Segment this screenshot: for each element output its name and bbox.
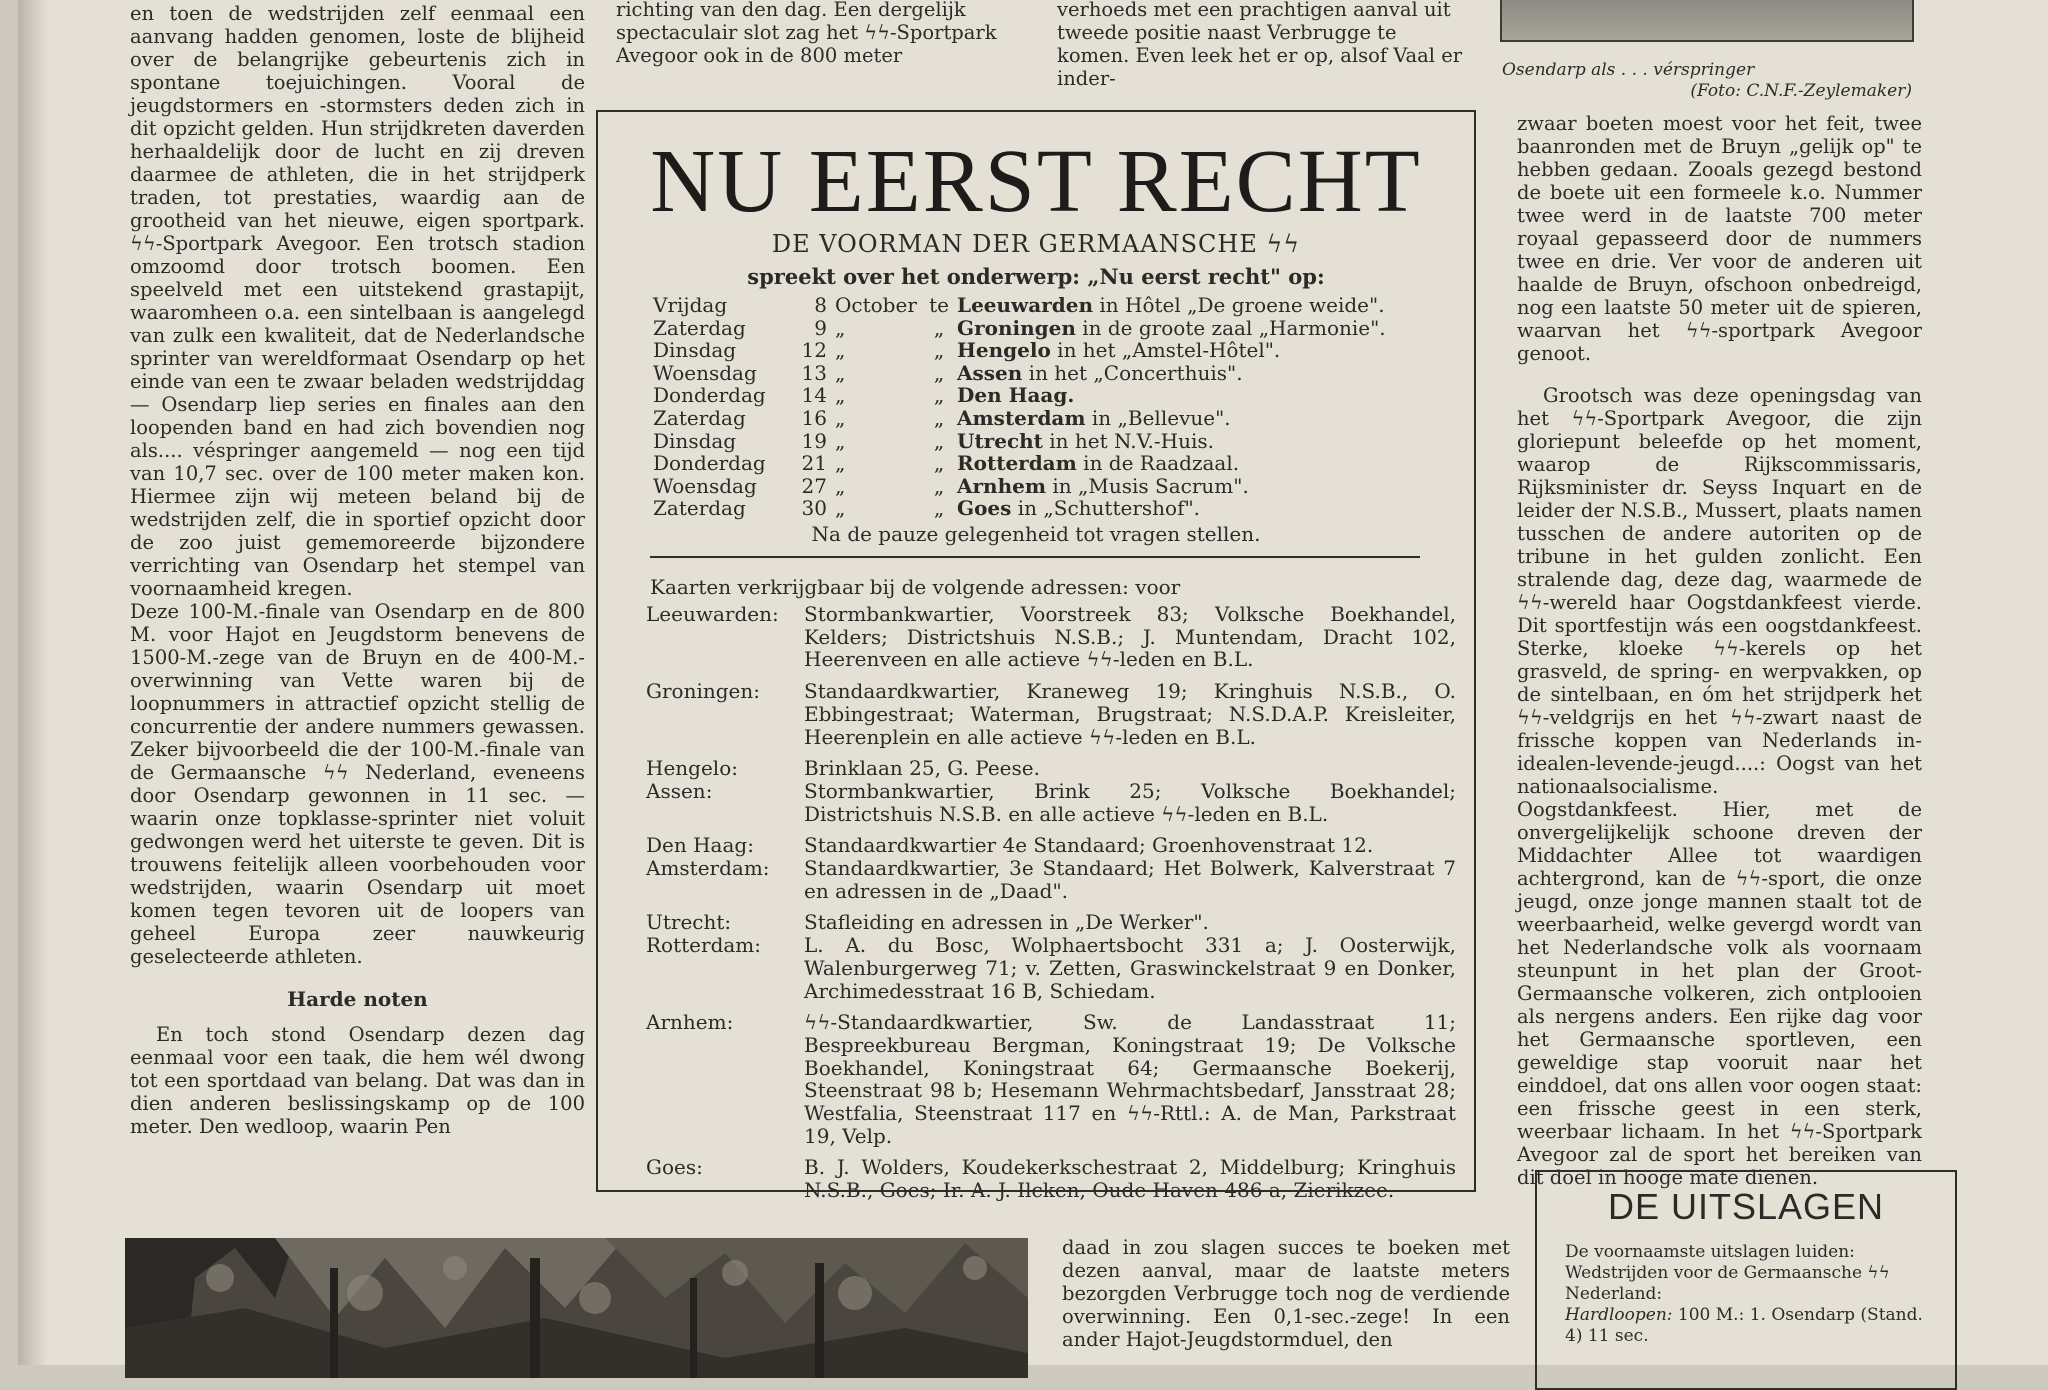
address-text: Stormbankwartier, Brink 25; Volksche Boekhandel; Districtshuis N.S.B. en alle actieve ϟϟ-leden en B.L.	[804, 778, 1456, 826]
article-column-bottom-middle	[1062, 1236, 1510, 1351]
address-text: Brinklaan 25, G. Peese.	[804, 756, 1040, 781]
article-column-far-right	[1517, 112, 1922, 1189]
address-row	[646, 857, 1456, 902]
address-text: L. A. du Bosc, Wolphaertsbocht 331 a; J. Oosterwijk, Walenburgerweg 71; v. Zetten, Graswinckelstraat 9 en Donker, Archimedesstraat 16 B, Schiedam.	[804, 933, 1456, 1003]
advertisement-box	[596, 110, 1476, 1203]
photo-osendarp	[1500, 0, 1914, 42]
schedule-month: „	[835, 383, 846, 408]
schedule-venue: in „Bellevue".	[1085, 405, 1231, 430]
results-title: DE UITSLAGEN	[1607, 1186, 1885, 1227]
address-city: Assen:	[646, 778, 713, 803]
schedule-day: Donderdag	[653, 383, 766, 408]
schedule-date: 27	[801, 473, 827, 498]
ad-subtitle: DE VOORMAN DER GERMAANSCHE ϟϟ	[771, 230, 1301, 258]
schedule-list	[653, 294, 1453, 520]
address-row	[646, 1156, 1456, 1201]
schedule-month: „	[835, 338, 846, 363]
schedule-row	[653, 384, 1453, 407]
ad-pause-note: Na de pauze gelegenheid tot vragen stellen.	[811, 522, 1261, 546]
page-fold-shadow	[18, 0, 48, 1365]
schedule-day: Dinsdag	[653, 338, 737, 363]
schedule-row	[653, 339, 1453, 362]
schedule-te: „	[933, 383, 945, 408]
schedule-date: 30	[801, 496, 827, 521]
schedule-te: „	[933, 428, 945, 453]
schedule-venue: in het „Amstel-Hôtel".	[1050, 338, 1281, 363]
schedule-row	[653, 317, 1453, 340]
schedule-day: Zaterdag	[653, 405, 746, 430]
ad-topic: spreekt over het onderwerp: „Nu eerst recht" op:	[747, 264, 1325, 289]
schedule-te: „	[933, 360, 945, 385]
schedule-city: Assen	[957, 360, 1023, 385]
tickets-intro: Kaarten verkrijgbaar bij de volgende adressen: voor	[650, 575, 1181, 599]
address-city: Groningen:	[646, 679, 760, 704]
article-paragraph: daad in zou slagen succes te boeken met dezen aanval, maar de laatste meters bezorgden Verbrugge toch nog de verdiende overwinning. Een 0,1-sec.-zege! In een ander Hajot-Jeugdstormduel, den	[1062, 1236, 1510, 1351]
results-event-label: Hardloopen:	[1565, 1305, 1673, 1325]
address-row	[646, 911, 1456, 934]
schedule-day: Donderdag	[653, 451, 766, 476]
address-row	[646, 603, 1456, 671]
schedule-day: Woensdag	[653, 360, 757, 385]
ad-title: NU EERST RECHT	[650, 132, 1422, 231]
schedule-row	[653, 362, 1453, 385]
schedule-row	[653, 294, 1453, 317]
address-city: Goes:	[646, 1155, 703, 1180]
schedule-day: Vrijdag	[653, 293, 728, 317]
article-paragraph: Oogstdankfeest. Hier, met de onvergelijkelijk schoone dreven der Middachter Allee tot waardigen achtergrond, kan de ϟϟ-sport, die onze jeugd, onze jonge mannen staalt tot de weerbaarheid, welke gevergd wordt van het Nederlandsche volk als voornaam steunpunt in het plan der Groot-Germaansche volkeren, zich ontplooien als nergens anders. Een rijke dag voor het Germaansche sportleven, een geweldige stap vooruit naar het einddoel, dat ons allen voor oogen staat: een frissche geest in een sterk, weerbaar lichaam. In het ϟϟ-Sportpark Avegoor zal de sport het bereiken van dit doel in hooge mate dienen.	[1517, 798, 1922, 1189]
ad-divider	[650, 556, 1420, 558]
schedule-location	[957, 475, 1453, 498]
schedule-venue: in Hôtel „De groene weide".	[1093, 293, 1385, 317]
address-text: Standaardkwartier, Kraneweg 19; Kringhuis N.S.B., O. Ebbingestraat; Waterman, Brugstraat; N.S.D.A.P. Kreisleiter, Heerenplein en alle actieve ϟϟ-leden en B.L.	[804, 679, 1456, 749]
schedule-row	[653, 407, 1453, 430]
schedule-city: Arnhem	[957, 473, 1047, 498]
address-list	[646, 603, 1456, 1202]
schedule-city: Hengelo	[957, 338, 1051, 363]
article-column-right-top	[1057, 0, 1472, 90]
schedule-location	[957, 407, 1453, 430]
photo-trees-image	[125, 1238, 1028, 1378]
address-city: Arnhem:	[646, 1010, 734, 1035]
article-paragraph: En toch stond Osendarp dezen dag eenmaal voor een taak, die hem wél dwong tot een sportdaad van belang. Dat was dan in dien anderen beslissingskamp op de 100 meter. Den wedloop, waarin Pen	[130, 1023, 585, 1138]
article-paragraph: Grootsch was deze openingsdag van het ϟϟ-Sportpark Avegoor, die zijn gloriepunt beleefde op het moment, waarop de Rijkscommissaris, Rijksminister dr. Seyss Inquart en de leider der N.S.B., Mussert, plaats namen tusschen de andere autoriten op de tribune in het gulden zonlicht. Een stralende dag, deze dag, waarmede de ϟϟ-wereld haar Oogstdankfeest vierde. Dit sportfestijn wás een oogstdankfeest. Sterke, kloeke ϟϟ-kerels op het grasveld, de spring- en werpvakken, op de sintelbaan, en óm het strijdperk het ϟϟ-veldgrijs en het ϟϟ-zwart naast de frissche koppen van Nederlands in-idealen-levende-jeugd....: Oogst van het nationaalsocialisme.	[1517, 384, 1922, 798]
article-paragraph: verhoeds met een prachtigen aanval uit tweede positie naast Verbrugge te komen. Even leek het er op, alsof Vaal er inder-	[1057, 0, 1463, 90]
schedule-date: 9	[814, 315, 827, 340]
schedule-date: 8	[814, 293, 827, 317]
schedule-month: October	[835, 293, 917, 317]
schedule-month: „	[835, 473, 846, 498]
address-city: Amsterdam:	[646, 856, 770, 881]
address-text: Stormbankwartier, Voorstreek 83; Volksche Boekhandel, Kelders; Districtshuis N.S.B.; J. Muntendam, Dracht 102, Heerenveen en alle actieve ϟϟ-leden en B.L.	[804, 602, 1456, 672]
schedule-location	[957, 384, 1453, 407]
address-city: Rotterdam:	[646, 933, 761, 958]
schedule-venue: in het „Concerthuis".	[1022, 360, 1243, 385]
schedule-date: 19	[801, 428, 827, 453]
article-paragraph: zwaar boeten moest voor het feit, twee baanronden met de Bruyn „gelijk op" te hebben gedaan. Zooals gezegd bestond de boete uit een formeele k.o. Nummer twee werd in de laatste 700 meter royaal gepasseerd door de nummers twee en drie. Ver voor de anderen uit haalde de Bruyn, ofschoon onbedreigd, nog een laatste 50 meter uit de spieren, waarvan het ϟϟ-sportpark Avegoor genoot.	[1517, 112, 1922, 365]
schedule-te: „	[933, 405, 945, 430]
article-paragraph: Deze 100-M.-finale van Osendarp en de 800 M. voor Hajot en Jeugdstorm benevens de 1500-M.-zege van de Bruyn en de 400-M.-overwinning van Vette waren bij de loopnummers in attractief opzicht stellig de concurrentie der andere nummers gewassen. Zeker bijvoorbeeld die der 100-M.-finale van de Germaansche ϟϟ Nederland, eveneens door Osendarp gewonnen in 11 sec. — waarin onze topklasse-sprinter niet voluit gedwongen werd het uiterste te geven. Dit is trouwens feitelijk alleen voorbehouden voor wedstrijden, waarin Osendarp uit moet komen tegen tevoren uit de loopers van geheel Europa zeer nauwkeurig geselecteerde athleten.	[130, 600, 585, 968]
photo-caption	[1502, 60, 1912, 102]
article-column-middle-top	[616, 0, 1030, 67]
schedule-te: „	[933, 496, 945, 521]
address-city: Utrecht:	[646, 910, 732, 935]
schedule-te: „	[933, 451, 945, 476]
schedule-venue: in „Musis Sacrum".	[1046, 473, 1249, 498]
schedule-date: 12	[801, 338, 827, 363]
schedule-venue: in de Raadzaal.	[1076, 451, 1240, 476]
schedule-date: 16	[801, 405, 827, 430]
results-intro: De voornaamste uitslagen luiden: Wedstrijden voor de Germaansche ϟϟ Nederland:	[1565, 1242, 1890, 1304]
address-text: Standaardkwartier, 3e Standaard; Het Bolwerk, Kalverstraat 7 en adressen in de „Daad".	[804, 856, 1456, 903]
address-row	[646, 757, 1456, 780]
address-text: Stafleiding en adressen in „De Werker".	[804, 910, 1209, 935]
address-city: Den Haag:	[646, 833, 754, 858]
schedule-city: Goes	[957, 496, 1012, 521]
schedule-te: te	[929, 293, 949, 317]
schedule-date: 14	[801, 383, 827, 408]
address-city: Hengelo:	[646, 756, 738, 781]
schedule-location	[957, 497, 1453, 520]
schedule-location	[957, 430, 1453, 453]
schedule-city: Groningen	[957, 315, 1076, 340]
schedule-city: Den Haag.	[957, 383, 1075, 408]
schedule-month: „	[835, 315, 846, 340]
schedule-location	[957, 452, 1453, 475]
schedule-day: Zaterdag	[653, 315, 746, 340]
schedule-location	[957, 362, 1453, 385]
schedule-location	[957, 317, 1453, 340]
schedule-row	[653, 497, 1453, 520]
schedule-te: „	[933, 315, 945, 340]
address-text: B. J. Wolders, Koudekerkschestraat 2, Middelburg; Kringhuis N.S.B., Goes; Ir. A. J. Ilcken, Oude Haven 486 a, Zierikzee.	[804, 1155, 1456, 1203]
schedule-city: Rotterdam	[957, 451, 1077, 476]
schedule-month: „	[835, 451, 846, 476]
schedule-date: 13	[801, 360, 827, 385]
address-row	[646, 1011, 1456, 1147]
schedule-venue: in „Schuttershof".	[1011, 496, 1201, 521]
caption-credit: (Foto: C.N.F.-Zeylemaker)	[1690, 81, 1912, 101]
results-body	[1565, 1242, 1945, 1347]
schedule-month: „	[835, 360, 846, 385]
address-row	[646, 680, 1456, 748]
photo-trees	[125, 1238, 1028, 1378]
schedule-day: Dinsdag	[653, 428, 737, 453]
address-city: Leeuwarden:	[646, 602, 779, 626]
article-paragraph: richting van den dag. Een dergelijk spectaculair slot zag het ϟϟ-Sportpark Avegoor ook in de 800 meter	[616, 0, 997, 67]
address-text: Standaardkwartier 4e Standaard; Groenhovenstraat 12.	[804, 833, 1374, 858]
article-paragraph: en toen de wedstrijden zelf eenmaal een aanvang hadden genomen, loste de blijheid over de belangrijke gebeurtenis zich in spontane toejuichingen. Vooral de jeugdstormers en -stormsters deden zich in dit opzicht gelden. Hun strijdkreten daverden herhaaldelijk door de lucht en zij dreven daarmee de athleten, die in het strijdperk traden, tot prestaties, waardig aan de grootheid van het nieuwe, eigen sportpark. ϟϟ-Sportpark Avegoor. Een trotsch stadion omzoomd door trotsch boomen. Een speelveld met een uitstekend grastapijt, waaromheen o.a. een sintelbaan is aangelegd van zulk een kwaliteit, dat de Nederlandsche sprinter van wereldformaat Osendarp op het einde van een te zwaar beladen wedstrijddag — Osendarp liep series en finales aan den loopenden band en had zich bovendien nog als.... véspringer aangemeld — nog een tijd van 10,7 sec. over de 100 meter maken kon. Hiermee zijn wij meteen beland bij de wedstrijden zelf, die in sportief opzicht door de zoo juist gememoreerde bijzondere verrichting van Osendarp het stempel van voornaamheid kregen.	[130, 2, 585, 600]
caption-text: Osendarp als . . . vérspringer	[1502, 60, 1755, 80]
address-text: ϟϟ-Standaardkwartier, Sw. de Landasstraat 11; Bespreekbureau Bergman, Koningstraat 19; De Volksche Boekhandel, Koningstraat 64; Germaansche Boekerij, Steenstraat 98 b; Hesemann Wehrmachtsbedarf, Jansstraat 28; Westfalia, Steenstraat 117 en ϟϟ-Rttl.: A. de Man, Parkstraat 19, Velp.	[804, 1010, 1456, 1148]
schedule-day: Zaterdag	[653, 496, 746, 521]
schedule-date: 21	[801, 451, 827, 476]
schedule-city: Amsterdam	[957, 405, 1086, 430]
article-column-left	[130, 2, 585, 1138]
schedule-te: „	[933, 473, 945, 498]
schedule-city: Utrecht	[957, 428, 1043, 453]
schedule-row	[653, 430, 1453, 453]
schedule-city: Leeuwarden	[957, 293, 1094, 317]
schedule-venue: in het N.V.-Huis.	[1042, 428, 1214, 453]
results-event-text: 100 M.: 1. Osendarp (Stand. 4) 11 sec.	[1565, 1305, 1923, 1346]
address-row	[646, 934, 1456, 1002]
schedule-month: „	[835, 428, 846, 453]
address-row	[646, 780, 1456, 825]
address-row	[646, 834, 1456, 857]
schedule-venue: in de groote zaal „Harmonie".	[1075, 315, 1386, 340]
schedule-month: „	[835, 496, 846, 521]
schedule-row	[653, 475, 1453, 498]
schedule-day: Woensdag	[653, 473, 757, 498]
schedule-location	[957, 294, 1453, 317]
schedule-location	[957, 339, 1453, 362]
subheading-harde-noten: Harde noten	[287, 987, 428, 1011]
schedule-te: „	[933, 338, 945, 363]
results-box	[1535, 1170, 1957, 1390]
schedule-month: „	[835, 405, 846, 430]
schedule-row	[653, 452, 1453, 475]
